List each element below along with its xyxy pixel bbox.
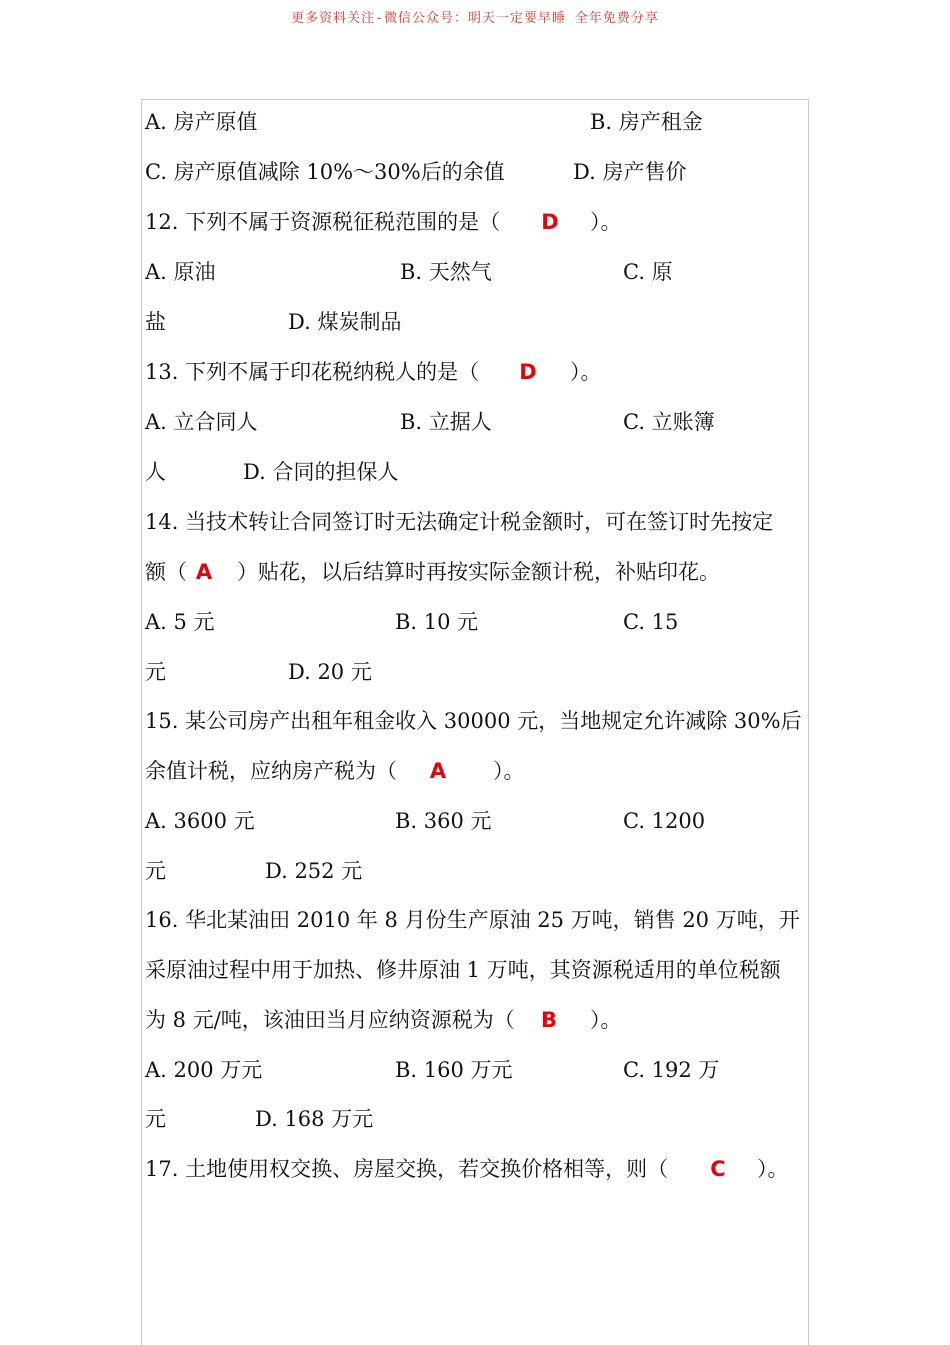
q17-close: ）。 [757,1157,789,1181]
q11-option-a: A. 房产原值 [145,110,258,134]
q14-option-d: D. 20 元 [288,660,372,684]
q16-text-1: 16. 华北某油田 2010 年 8 月份生产原油 25 万吨，销售 20 万吨，开 [145,908,800,932]
q16-option-c-cont: 元 [145,1107,166,1131]
q13-option-c-cont: 人 [145,460,166,484]
q16-answer: B [540,1008,557,1032]
q14-text-2: 额（ [145,560,187,584]
q13-close: ）。 [570,360,602,384]
q14-text-1: 14. 当技术转让合同签订时无法确定计税金额时，可在签订时先按定 [145,510,774,534]
q17-text: 17. 土地使用权交换、房屋交换，若交换价格相等，则（ [145,1157,669,1181]
q13-option-d: D. 合同的担保人 [243,460,399,484]
q15-option-c-cont: 元 [145,859,166,883]
q15-answer: A [429,759,447,783]
q12-option-b: B. 天然气 [400,260,492,284]
q12-option-d: D. 煤炭制品 [288,310,402,334]
header-banner: 更多资料关注-微信公众号：明天一定要早睡 全年免费分享 [291,11,659,26]
q12-text: 12. 下列不属于资源税征税范围的是（ [145,210,501,234]
q13-option-a: A. 立合同人 [145,410,258,434]
q14-option-b: B. 10 元 [395,610,479,634]
q13-option-c: C. 立账簿 [623,410,715,434]
q14-text-3: ）贴花，以后结算时再按实际金额计税，补贴印花。 [237,560,720,584]
q16-option-a: A. 200 万元 [145,1058,263,1082]
q12-close: ）。 [590,210,622,234]
q14-option-c-cont: 元 [145,660,166,684]
q15-option-c: C. 1200 [623,809,706,833]
q12-option-c: C. 原 [623,260,673,284]
q11-option-d: D. 房产售价 [573,160,687,184]
q16-text-3: 为 8 元/吨，该油田当月应纳资源税为（ [145,1008,515,1032]
q16-close: ）。 [590,1008,622,1032]
q16-option-c: C. 192 万 [623,1058,720,1082]
q13-text: 13. 下列不属于印花税纳税人的是（ [145,360,480,384]
q16-option-d: D. 168 万元 [255,1107,374,1131]
q11-option-b: B. 房产租金 [590,110,703,134]
q14-option-a: A. 5 元 [145,610,215,634]
q15-text-2: 余值计税，应纳房产税为（ [145,759,397,783]
q15-option-d: D. 252 元 [265,859,363,883]
q15-option-b: B. 360 元 [395,809,492,833]
q15-option-a: A. 3600 元 [145,809,255,833]
q14-option-c: C. 15 [623,610,679,634]
q14-answer: A [195,560,213,584]
q12-option-c-cont: 盐 [145,310,166,334]
q17-answer: C [710,1157,726,1181]
q11-option-c: C. 房产原值减除 10%～30%后的余值 [145,160,505,184]
q15-text-1: 15. 某公司房产出租年租金收入 30000 元，当地规定允许减除 30%后 [145,709,802,733]
q13-option-b: B. 立据人 [400,410,492,434]
q12-answer: D [541,210,559,234]
q12-option-a: A. 原油 [145,260,216,284]
q16-text-2: 采原油过程中用于加热、修井原油 1 万吨，其资源税适用的单位税额 [145,958,781,982]
q16-option-b: B. 160 万元 [395,1058,513,1082]
q13-answer: D [519,360,537,384]
q15-close: ）。 [493,759,525,783]
